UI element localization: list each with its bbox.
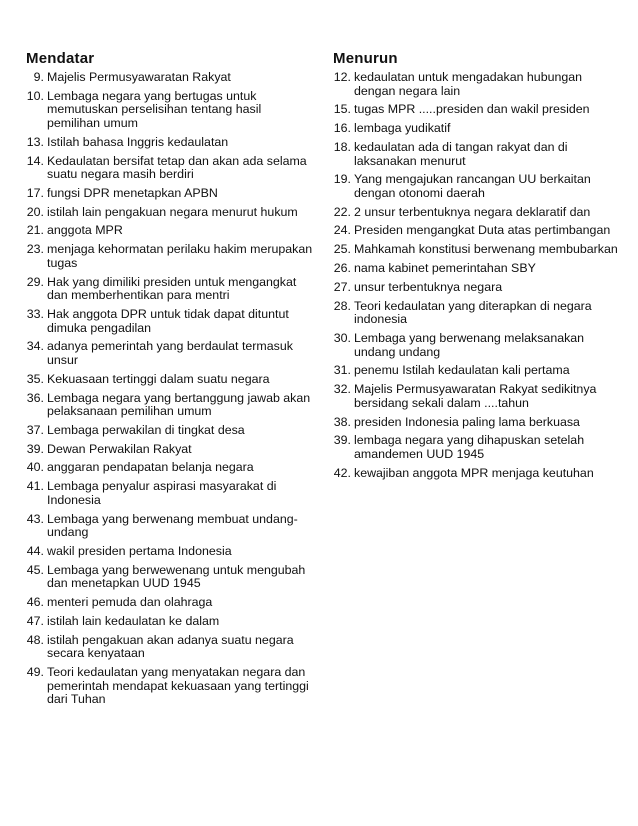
- clue-text: Presiden mengangkat Duta atas pertimbangan: [354, 223, 611, 238]
- clue-text: lembaga negara yang dihapuskan setelah amandemen UUD 1945: [354, 433, 585, 461]
- clue-text: Majelis Permusyawaratan Rakyat sedikitnya bersidang sekali dalam ....tahun: [354, 382, 597, 410]
- clue-number: 49.: [26, 665, 44, 680]
- menurun-clue-item: [331, 173, 621, 200]
- clue-number: 10.: [26, 88, 44, 103]
- clue-text: kewajiban anggota MPR menjaga keutuhan: [354, 465, 594, 480]
- mendatar-clue-item: [24, 187, 314, 201]
- menurun-clue-item: [331, 103, 621, 117]
- clue-text: kedaulatan untuk mengadakan hubungan dengan negara lain: [354, 70, 583, 98]
- mendatar-clue-item: [24, 243, 314, 270]
- clue-text: Dewan Perwakilan Rakyat: [47, 441, 192, 456]
- menurun-clue-item: [331, 383, 621, 410]
- clue-text: Kedaulatan bersifat tetap dan akan ada selama suatu negara masih berdiri: [47, 153, 307, 182]
- clue-text: presiden Indonesia paling lama berkuasa: [354, 414, 580, 429]
- menurun-clue-item: [331, 71, 621, 98]
- clue-text: istilah pengakuan akan adanya suatu negara secara kenyataan: [47, 632, 294, 661]
- menurun-clue-item: [331, 206, 621, 220]
- menurun-clue-item: [331, 434, 621, 461]
- menurun-column: [331, 50, 621, 485]
- clue-number: 39.: [333, 433, 351, 448]
- clue-number: 12.: [333, 70, 351, 84]
- clue-text: Istilah bahasa Inggris kedaulatan: [47, 134, 229, 149]
- mendatar-clue-item: [24, 596, 314, 610]
- clue-text: Lembaga yang berwewenang untuk mengubah dan menetapkan UUD 1945: [47, 562, 306, 591]
- clue-text: Lembaga perwakilan di tingkat desa: [47, 422, 245, 437]
- clue-text: menjaga kehormatan perilaku hakim merupakan tugas: [47, 242, 313, 270]
- menurun-clue-item: [331, 300, 621, 327]
- clue-number: 20.: [26, 204, 44, 219]
- clue-number: 22.: [333, 204, 351, 219]
- mendatar-clue-item: [24, 308, 314, 335]
- mendatar-clue-item: [24, 545, 314, 559]
- clue-text: Yang mengajukan rancangan UU berkaitan dengan otonomi daerah: [354, 172, 591, 200]
- clue-number: 15.: [333, 102, 351, 117]
- mendatar-clue-item: [24, 276, 314, 303]
- menurun-heading: Menurun: [333, 50, 398, 67]
- clue-text: Hak anggota DPR untuk tidak dapat dituntut dimuka pengadilan: [47, 307, 289, 335]
- clue-text: Lembaga penyalur aspirasi masyarakat di Indonesia: [47, 479, 277, 507]
- mendatar-clue-item: [24, 71, 314, 85]
- menurun-clue-list: [331, 71, 621, 480]
- menurun-clue-item: [331, 141, 621, 168]
- clue-text: nama kabinet pemerintahan SBY: [354, 261, 536, 276]
- mendatar-clue-item: [24, 90, 314, 131]
- clue-text: Mahkamah konstitusi berwenang membubarkan: [354, 242, 618, 257]
- clue-number: 36.: [26, 390, 44, 405]
- clue-text: 2 unsur terbentuknya negara deklaratif dan: [354, 204, 591, 219]
- mendatar-clue-item: [24, 615, 314, 629]
- clue-text: istilah lain kedaulatan ke dalam: [47, 613, 220, 628]
- clue-text: Lembaga negara yang bertanggung jawab akan pelaksanaan pemilihan umum: [47, 390, 311, 419]
- clue-text: Lembaga yang berwenang membuat undang-undang: [47, 511, 298, 540]
- clue-number: 30.: [333, 330, 351, 345]
- clue-text: Teori kedaulatan yang diterapkan di negara indonesia: [354, 298, 592, 327]
- mendatar-column: [24, 50, 314, 712]
- clue-number: 41.: [26, 479, 44, 494]
- clue-number: 13.: [26, 134, 44, 149]
- mendatar-clue-item: [24, 443, 314, 457]
- clue-number: 46.: [26, 595, 44, 610]
- mendatar-clue-list: [24, 71, 314, 707]
- menurun-clue-item: [331, 243, 621, 257]
- clue-number: 32.: [333, 382, 351, 397]
- clue-number: 45.: [26, 562, 44, 577]
- clue-text: Hak yang dimiliki presiden untuk mengangkat dan memberhentikan para mentri: [47, 274, 297, 303]
- clue-number: 25.: [333, 242, 351, 257]
- clue-number: 21.: [26, 223, 44, 238]
- clue-text: menteri pemuda dan olahraga: [47, 595, 213, 610]
- clue-number: 26.: [333, 261, 351, 276]
- clue-text: istilah lain pengakuan negara menurut hukum: [47, 204, 298, 219]
- mendatar-clue-item: [24, 224, 314, 238]
- clue-text: anggaran pendapatan belanja negara: [47, 460, 254, 475]
- menurun-clue-item: [331, 332, 621, 359]
- mendatar-clue-item: [24, 634, 314, 661]
- clue-text: kedaulatan ada di tangan rakyat dan di laksanakan menurut: [354, 139, 568, 168]
- menurun-clue-item: [331, 224, 621, 238]
- clue-text: Lembaga negara yang bertugas untuk memutuskan perselisihan tentang hasil pemilihan umum: [47, 88, 262, 130]
- clue-text: anggota MPR: [47, 223, 123, 238]
- clue-number: 34.: [26, 339, 44, 354]
- clue-text: fungsi DPR menetapkan APBN: [47, 185, 218, 200]
- mendatar-clue-item: [24, 136, 314, 150]
- clue-number: 37.: [26, 422, 44, 437]
- clue-number: 29.: [26, 274, 44, 289]
- mendatar-clue-item: [24, 155, 314, 182]
- clue-number: 27.: [333, 279, 351, 294]
- clue-number: 38.: [333, 414, 351, 429]
- clue-number: 18.: [333, 139, 351, 154]
- clue-number: 9.: [33, 70, 44, 84]
- clue-number: 23.: [26, 242, 44, 257]
- mendatar-clue-item: [24, 373, 314, 387]
- menurun-clue-item: [331, 364, 621, 378]
- clue-number: 44.: [26, 544, 44, 558]
- mendatar-clue-item: [24, 424, 314, 438]
- clue-number: 35.: [26, 371, 44, 386]
- clue-text: lembaga yudikatif: [354, 121, 451, 136]
- clue-number: 24.: [333, 223, 351, 238]
- clue-text: penemu Istilah kedaulatan kali pertama: [354, 363, 570, 378]
- clue-number: 43.: [26, 511, 44, 526]
- menurun-clue-item: [331, 262, 621, 276]
- mendatar-clue-item: [24, 480, 314, 507]
- mendatar-heading: Mendatar: [26, 50, 95, 67]
- clue-number: 42.: [333, 465, 351, 480]
- clue-number: 16.: [333, 121, 351, 136]
- clue-text: adanya pemerintah yang berdaulat termasuk unsur: [47, 339, 293, 367]
- mendatar-clue-item: [24, 461, 314, 475]
- mendatar-clue-item: [24, 392, 314, 419]
- mendatar-clue-item: [24, 666, 314, 707]
- clue-text: Lembaga yang berwenang melaksanakan undang undang: [354, 330, 585, 359]
- clue-number: 17.: [26, 185, 44, 200]
- clue-text: Kekuasaan tertinggi dalam suatu negara: [47, 371, 270, 386]
- menurun-clue-item: [331, 416, 621, 430]
- clue-number: 40.: [26, 460, 44, 475]
- clue-text: tugas MPR .....presiden dan wakil presiden: [354, 102, 590, 117]
- menurun-clue-item: [331, 467, 621, 481]
- clue-number: 19.: [333, 172, 351, 187]
- clue-text: Majelis Permusyawaratan Rakyat: [47, 70, 231, 84]
- menurun-clue-item: [331, 122, 621, 136]
- clue-number: 28.: [333, 298, 351, 313]
- menurun-clue-item: [331, 281, 621, 295]
- clue-number: 47.: [26, 613, 44, 628]
- mendatar-clue-item: [24, 206, 314, 220]
- mendatar-clue-item: [24, 340, 314, 367]
- clue-text: Teori kedaulatan yang menyatakan negara dan pemerintah mendapat kekuasaan yang tertinggi dari Tuhan: [47, 665, 309, 707]
- clue-number: 31.: [333, 363, 351, 378]
- clue-number: 33.: [26, 307, 44, 321]
- clue-number: 39.: [26, 441, 44, 456]
- clue-number: 48.: [26, 632, 44, 647]
- mendatar-clue-item: [24, 564, 314, 591]
- clue-text: wakil presiden pertama Indonesia: [47, 544, 232, 558]
- mendatar-clue-item: [24, 513, 314, 540]
- clue-text: unsur terbentuknya negara: [354, 279, 503, 294]
- clue-number: 14.: [26, 153, 44, 168]
